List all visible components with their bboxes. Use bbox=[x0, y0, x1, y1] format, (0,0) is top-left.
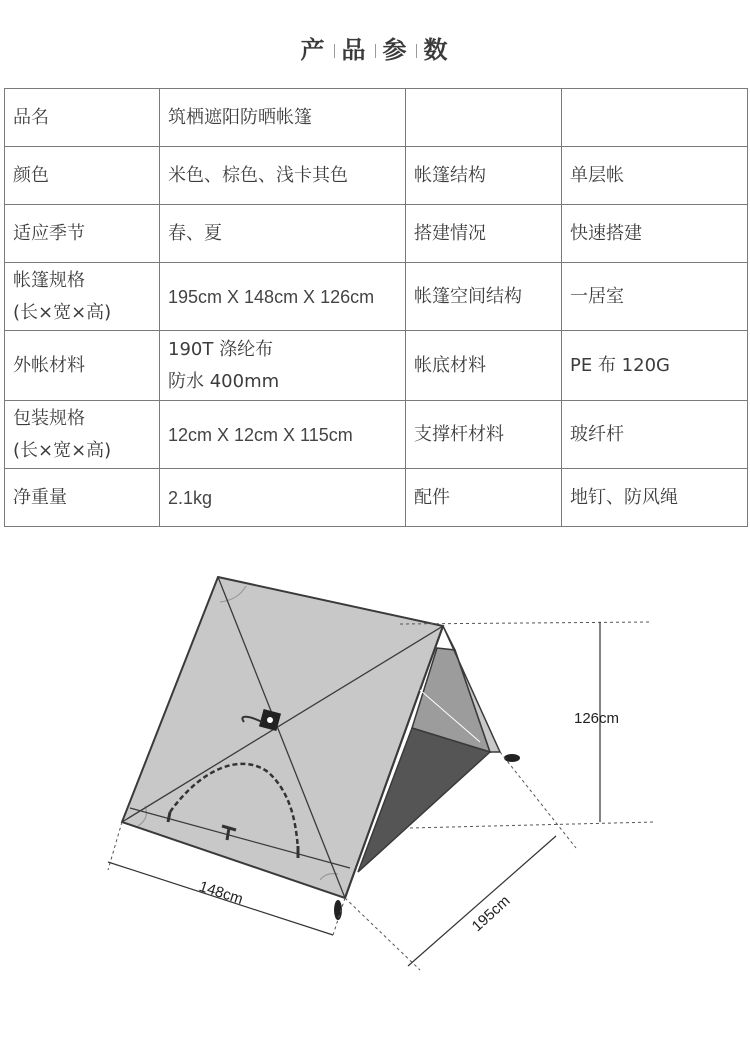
guide-line-dotted bbox=[500, 752, 576, 848]
table-row bbox=[5, 205, 748, 263]
cell-value: 12cm X 12cm X 115cm bbox=[160, 401, 406, 469]
length-label: 195cm bbox=[468, 892, 514, 936]
title-separator bbox=[334, 44, 335, 58]
table-row bbox=[5, 147, 748, 205]
guide-line-dotted bbox=[345, 898, 420, 970]
spec-table bbox=[4, 88, 748, 527]
table-row bbox=[5, 89, 748, 147]
cell-value: 地钉、防风绳 bbox=[562, 469, 748, 527]
cell-value: 筑栖遮阳防晒帐篷 bbox=[160, 89, 406, 147]
title-char: 参 bbox=[382, 36, 409, 64]
cell-value bbox=[160, 331, 406, 401]
title-char: 品 bbox=[341, 36, 368, 64]
cell-value: 玻纤杆 bbox=[562, 401, 748, 469]
stake-loop bbox=[504, 754, 520, 762]
height-label: 126cm bbox=[574, 710, 620, 727]
page-title bbox=[0, 30, 750, 65]
cell-value-line: 防水 400mm bbox=[168, 370, 280, 392]
cell-value: 单层帐 bbox=[562, 147, 748, 205]
cell-label-line: (长×宽×高) bbox=[13, 301, 112, 323]
cell-value: 195cm X 148cm X 126cm bbox=[160, 263, 406, 331]
cell-value: 米色、棕色、浅卡其色 bbox=[160, 147, 406, 205]
center-hub-dot bbox=[267, 717, 273, 723]
table-row bbox=[5, 401, 748, 469]
table-row bbox=[5, 331, 748, 401]
cell-label bbox=[5, 263, 160, 331]
cell-value: 2.1kg bbox=[160, 469, 406, 527]
tent-dimension-diagram bbox=[0, 560, 750, 1038]
cell-label: 配件 bbox=[406, 469, 562, 527]
cell-label: 搭建情况 bbox=[406, 205, 562, 263]
cell-label: 颜色 bbox=[5, 147, 160, 205]
cell-label: 净重量 bbox=[5, 469, 160, 527]
cell-value: 春、夏 bbox=[160, 205, 406, 263]
cell-value: 快速搭建 bbox=[562, 205, 748, 263]
cell-label: 品名 bbox=[5, 89, 160, 147]
cell-label: 帐篷结构 bbox=[406, 147, 562, 205]
cell-value-line: 190T 涤纶布 bbox=[168, 338, 274, 360]
cell-label-line: 帐篷规格 bbox=[13, 269, 85, 291]
cell-label-line: (长×宽×高) bbox=[13, 439, 112, 461]
cell-value bbox=[562, 89, 748, 147]
length-dimension-line bbox=[408, 836, 556, 966]
cell-label bbox=[5, 401, 160, 469]
cell-label-line: 包装规格 bbox=[13, 407, 85, 429]
title-separator bbox=[375, 44, 376, 58]
title-char: 产 bbox=[300, 36, 327, 64]
zipper-pull bbox=[168, 812, 170, 822]
cell-label: 帐底材料 bbox=[406, 331, 562, 401]
cell-value: PE 布 120G bbox=[562, 331, 748, 401]
cell-label bbox=[406, 89, 562, 147]
table-row bbox=[5, 469, 748, 527]
cell-label: 帐篷空间结构 bbox=[406, 263, 562, 331]
cell-value: 一居室 bbox=[562, 263, 748, 331]
title-separator bbox=[416, 44, 417, 58]
cell-label: 适应季节 bbox=[5, 205, 160, 263]
cell-label: 支撑杆材料 bbox=[406, 401, 562, 469]
guide-line-dotted bbox=[410, 822, 655, 828]
cell-label: 外帐材料 bbox=[5, 331, 160, 401]
width-label: 148cm bbox=[196, 877, 246, 909]
table-row bbox=[5, 263, 748, 331]
title-char: 数 bbox=[423, 36, 450, 64]
guide-line-dotted bbox=[400, 622, 650, 624]
